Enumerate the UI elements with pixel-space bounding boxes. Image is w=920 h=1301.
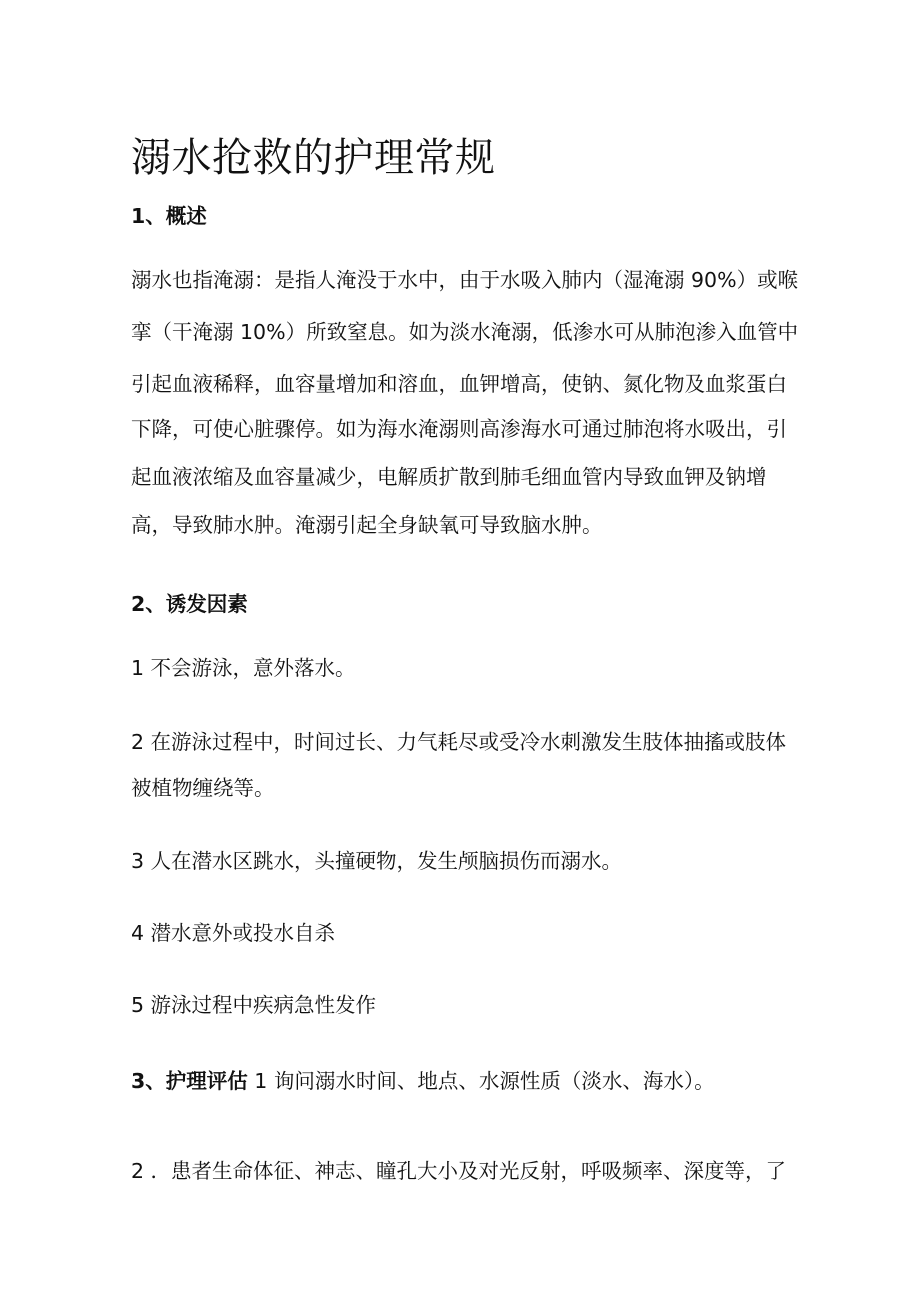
cause-item: 5 游泳过程中疾病急性发作 — [131, 993, 377, 1017]
section-3-heading: 3、护理评估 — [131, 1069, 248, 1093]
overview-line: 引起血液稀释，血容量增加和溶血，血钾增高，使钠、氮化物及血浆蛋白 — [131, 372, 787, 396]
section-2-heading: 2、诱发因素 — [131, 592, 248, 616]
cause-item: 2 在游泳过程中，时间过长、力气耗尽或受冷水刺激发生肢体抽搐或肢体 — [131, 730, 787, 754]
overview-line: 挛（干淹溺 10%）所致窒息。如为淡水淹溺，低渗水可从肺泡渗入血管中 — [131, 320, 799, 344]
overview-line: 溺水也指淹溺：是指人淹没于水中，由于水吸入肺内（湿淹溺 90%）或喉 — [131, 268, 799, 292]
section-3-line — [131, 1067, 715, 1095]
overview-line: 下降，可使心脏骤停。如为海水淹溺则高渗海水可通过肺泡将水吸出，引 — [131, 417, 787, 441]
cause-item: 1 不会游泳，意外落水。 — [131, 656, 356, 680]
overview-line: 高，导致肺水肿。淹溺引起全身缺氧可导致脑水肿。 — [131, 513, 603, 537]
assessment-item: 1 询问溺水时间、地点、水源性质（淡水、海水）。 — [254, 1069, 715, 1093]
document-title: 溺水抢救的护理常规 — [131, 135, 496, 181]
cause-item: 3 人在潜水区跳水，头撞硬物，发生颅脑损伤而溺水。 — [131, 849, 623, 873]
section-1-heading: 1、概述 — [131, 204, 207, 228]
cause-item: 4 潜水意外或投水自杀 — [131, 921, 336, 945]
assessment-item: 2 ．患者生命体征、神志、瞳孔大小及对光反射，呼吸频率、深度等，了 — [131, 1159, 787, 1183]
overview-line: 起血液浓缩及血容量减少，电解质扩散到肺毛细血管内导致血钾及钠增 — [131, 465, 767, 489]
cause-item-continued: 被植物缠绕等。 — [131, 776, 275, 800]
